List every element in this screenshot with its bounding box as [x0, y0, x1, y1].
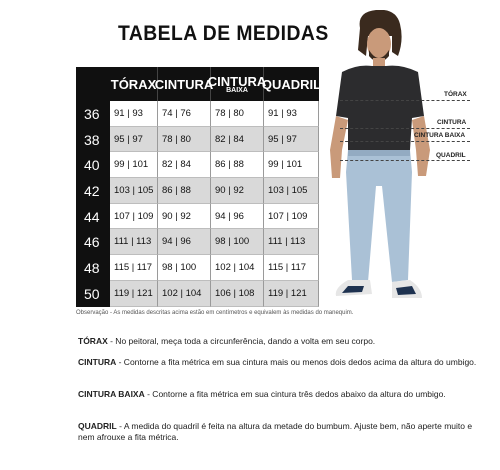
header-label: CINTURA: [207, 74, 267, 89]
cintura-line: [340, 128, 470, 129]
header-label: CINTURA: [154, 76, 214, 92]
table-body: [76, 101, 319, 307]
table-cell: 91 | 93: [264, 101, 319, 127]
table-cell: 82 | 84: [158, 152, 211, 178]
table-cell: 111 | 113: [264, 229, 319, 255]
table-cell: 94 | 96: [211, 204, 264, 230]
size-label: 38: [84, 131, 100, 148]
table-cell: 91 | 93: [110, 101, 158, 127]
table-cell: 74 | 76: [158, 101, 211, 127]
table-cell: 102 | 104: [211, 255, 264, 281]
table-cell: 99 | 101: [264, 152, 319, 178]
table-cell: 98 | 100: [158, 255, 211, 281]
desc-text: - Contorne a fita métrica em sua cintura mais ou menos dois dedos acima da altura do umbigo.: [116, 357, 477, 367]
table-cell: 99 | 101: [110, 152, 158, 178]
desc-term: TÓRAX: [78, 336, 108, 346]
table-cell: 103 | 105: [264, 178, 319, 204]
table-row: [76, 204, 319, 230]
table-cell: 94 | 96: [158, 229, 211, 255]
label-torax: TÓRAX: [444, 91, 467, 98]
table-cell: 115 | 117: [110, 255, 158, 281]
desc-text: - No peitoral, meça toda a circunferência, dando a volta em seu corpo.: [107, 336, 376, 346]
header-quadril: [261, 67, 322, 101]
desc-text: - Contorne a fita métrica em sua cintura três dedos abaixo da altura do umbigo.: [144, 389, 446, 399]
desc-cintura: [78, 357, 488, 368]
table-cell: 107 | 109: [110, 204, 158, 230]
desc-cintura-baixa: [78, 389, 488, 400]
label-quadril: QUADRIL: [436, 152, 466, 159]
size-label: 42: [84, 182, 100, 199]
observation-note: Observação - As medidas descritas acima estão em centímetros e equivalem às medidas do manequim.: [76, 310, 354, 316]
table-cell: 107 | 109: [264, 204, 319, 230]
size-label: 36: [84, 105, 100, 122]
page-title: TABELA DE MEDIDAS: [118, 22, 329, 45]
desc-torax: [78, 336, 488, 347]
table-row: [76, 229, 319, 255]
table-cell: 90 | 92: [211, 178, 264, 204]
table-cell: 119 | 121: [264, 281, 319, 307]
label-cintura-baixa: CINTURA BAIXA: [414, 132, 466, 139]
table-cell: 90 | 92: [158, 204, 211, 230]
table-cell: 86 | 88: [211, 152, 264, 178]
table-cell: 95 | 97: [110, 127, 158, 153]
desc-text: - A medida do quadril é feita na altura da metade do bumbum. Ajuste bem, não aperte muito e nem afrouxe a fita métrica.: [78, 421, 473, 442]
table-cell: 103 | 105: [110, 178, 158, 204]
table-cell: 102 | 104: [158, 281, 211, 307]
table-cell: 86 | 88: [158, 178, 211, 204]
table-row: [76, 101, 319, 127]
size-label: 44: [84, 208, 100, 225]
table-row: [76, 281, 319, 307]
table-header: [110, 67, 322, 101]
size-label: 40: [84, 157, 100, 174]
size-label: 46: [84, 234, 100, 251]
desc-term: QUADRIL: [78, 421, 117, 431]
label-cintura: CINTURA: [437, 119, 467, 126]
header-cintura: [154, 67, 214, 101]
header-label: QUADRIL: [261, 76, 322, 92]
table-cell: 82 | 84: [211, 127, 264, 153]
size-table: [76, 67, 322, 307]
table-cell: 95 | 97: [264, 127, 319, 153]
table-cell: 98 | 100: [211, 229, 264, 255]
desc-term: CINTURA: [78, 357, 117, 367]
size-label: 50: [84, 285, 100, 302]
torax-line: [340, 100, 470, 101]
table-cell: 115 | 117: [264, 255, 319, 281]
quadril-line: [340, 160, 470, 161]
table-cell: 78 | 80: [158, 127, 211, 153]
cintura-baixa-line: [340, 141, 470, 142]
header-cintura-baixa: [207, 67, 267, 101]
header-label: TÓRAX: [110, 76, 157, 92]
desc-term: CINTURA BAIXA: [78, 389, 145, 399]
table-row: [76, 255, 319, 281]
table-row: [76, 178, 319, 204]
header-torax: [110, 67, 158, 101]
size-label: 48: [84, 259, 100, 276]
header-sublabel: BAIXA: [226, 87, 248, 94]
table-cell: 78 | 80: [211, 101, 264, 127]
table-cell: 106 | 108: [211, 281, 264, 307]
table-cell: 119 | 121: [110, 281, 158, 307]
table-row: [76, 127, 319, 153]
table-row: [76, 152, 319, 178]
desc-quadril: [78, 421, 488, 442]
table-cell: 111 | 113: [110, 229, 158, 255]
